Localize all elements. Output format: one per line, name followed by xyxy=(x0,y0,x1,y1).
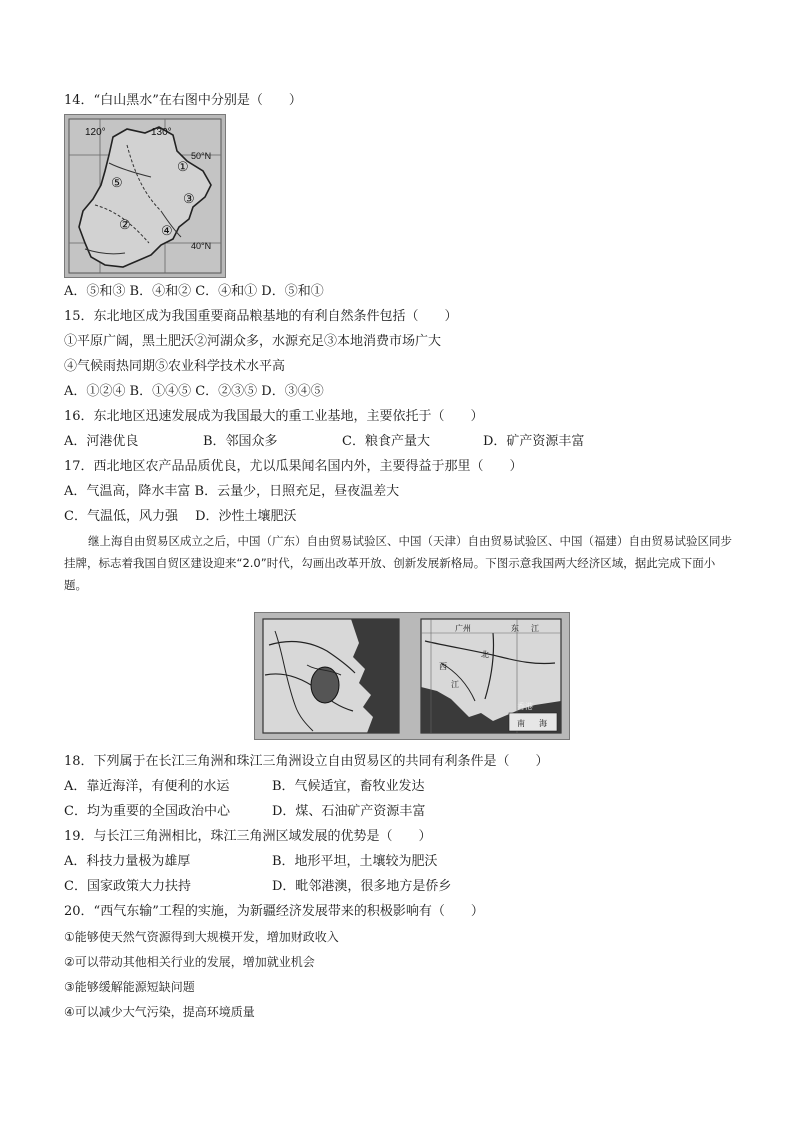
q20-item-1: ①能够使天然气资源得到大规模开发，增加财政收入 xyxy=(64,930,339,944)
q18-stem: 18．下列属于在长江三角洲和珠江三角洲设立自由贸易区的共同有利条件是（ ） xyxy=(64,754,549,769)
marker-5: ⑤ xyxy=(111,175,123,190)
marker-3: ③ xyxy=(183,191,195,206)
q15-stem: 15．东北地区成为我国重要商品粮基地的有利自然条件包括（ ） xyxy=(64,309,458,324)
label-jiang2: 江 xyxy=(451,680,459,689)
q17-stem: 17．西北地区农产品品质优良，尤以瓜果闻名国内外，主要得益于那里（ ） xyxy=(64,459,523,474)
label-hongkong: 香港 xyxy=(517,702,533,711)
q16-options xyxy=(64,434,584,450)
lon-label-130: 130° xyxy=(151,127,172,138)
q18-options-ab xyxy=(64,779,425,795)
q20-item-2: ②可以带动其他相关行业的发展，增加就业机会 xyxy=(64,955,315,969)
reading-passage: 继上海自由贸易区成立之后，中国（广东）自由贸易试验区、中国（天津）自由贸易试验区、中国（福建）自由贸易试验区同步挂牌，标志着我国自贸区建设迎来“2.0”时代，勾画出改革开放、创新发展新格局。下图示意我国两大经济区域，据此完成下面小题。 xyxy=(64,534,732,592)
label-hai: 海 xyxy=(539,719,547,728)
label-nan: 南 xyxy=(517,719,525,728)
q15-line1: ①平原广阔，黑土肥沃②河湖众多，水源充足③本地消费市场广大 xyxy=(64,334,442,349)
q20-item-4: ④可以减少大气污染，提高环境质量 xyxy=(64,1005,255,1019)
q19-options-cd xyxy=(64,879,451,895)
lon-label-120: 120° xyxy=(85,127,106,138)
label-xi: 西 xyxy=(439,662,447,671)
northeast-map-svg xyxy=(65,115,225,277)
q14-stem: 14．“白山黑水”在右图中分别是（ ） xyxy=(64,93,302,108)
marker-4: ④ xyxy=(161,223,173,238)
q17-line2: C．气温低，风力强 D．沙性土壤肥沃 xyxy=(64,509,297,524)
q19-options-ab xyxy=(64,854,438,870)
q16-option-b: B．邻国众多 xyxy=(203,434,278,449)
economic-regions-figure xyxy=(254,612,570,740)
q18-option-b: B．气候适宜，畜牧业发达 xyxy=(272,779,425,794)
label-bei: 北 xyxy=(481,650,489,659)
q16-option-c: C．粮食产量大 xyxy=(342,434,430,449)
q19-option-b: B．地形平坦，土壤较为肥沃 xyxy=(272,854,438,869)
lat-label-40: 40°N xyxy=(191,241,212,251)
q17-line1: A．气温高，降水丰富 B．云量少，日照充足，昼夜温差大 xyxy=(64,484,400,499)
q20-stem: 20．“西气东输”工程的实施，为新疆经济发展带来的积极影响有（ ） xyxy=(64,904,484,919)
q19-option-a: A．科技力量极为雄厚 xyxy=(64,854,191,869)
q18-option-d: D．煤、石油矿产资源丰富 xyxy=(272,804,426,819)
q18-option-a: A．靠近海洋，有便利的水运 xyxy=(64,779,230,794)
label-dong: 东 xyxy=(511,624,519,633)
marker-1: ① xyxy=(177,159,189,174)
marker-2: ② xyxy=(119,217,131,232)
q19-option-d: D．毗邻港澳，很多地方是侨乡 xyxy=(272,879,452,894)
q19-stem: 19．与长江三角洲相比，珠江三角洲区域发展的优势是（ ） xyxy=(64,829,432,844)
q16-option-a: A．河港优良 xyxy=(64,434,139,449)
northeast-china-map xyxy=(64,114,226,278)
q16-stem: 16．东北地区迅速发展成为我国最大的重工业基地，主要依托于（ ） xyxy=(64,409,484,424)
q18-options-cd xyxy=(64,804,425,820)
q16-option-d: D．矿产资源丰富 xyxy=(483,434,585,449)
economic-regions-svg xyxy=(255,613,569,739)
label-guangzhou: 广州 xyxy=(455,624,471,633)
q18-option-c: C．均为重要的全国政治中心 xyxy=(64,804,230,819)
q14-options: A．⑤和③ B．④和② C．④和① D．⑤和① xyxy=(64,284,324,299)
q15-options: A．①②④ B．①④⑤ C．②③⑤ D．③④⑤ xyxy=(64,384,324,399)
label-jiang1: 江 xyxy=(531,624,539,633)
q19-option-c: C．国家政策大力扶持 xyxy=(64,879,191,894)
q20-item-3: ③能够缓解能源短缺问题 xyxy=(64,980,195,994)
lat-label-50: 50°N xyxy=(191,151,212,161)
q15-line2: ④气候雨热同期⑤农业科学技术水平高 xyxy=(64,359,286,374)
